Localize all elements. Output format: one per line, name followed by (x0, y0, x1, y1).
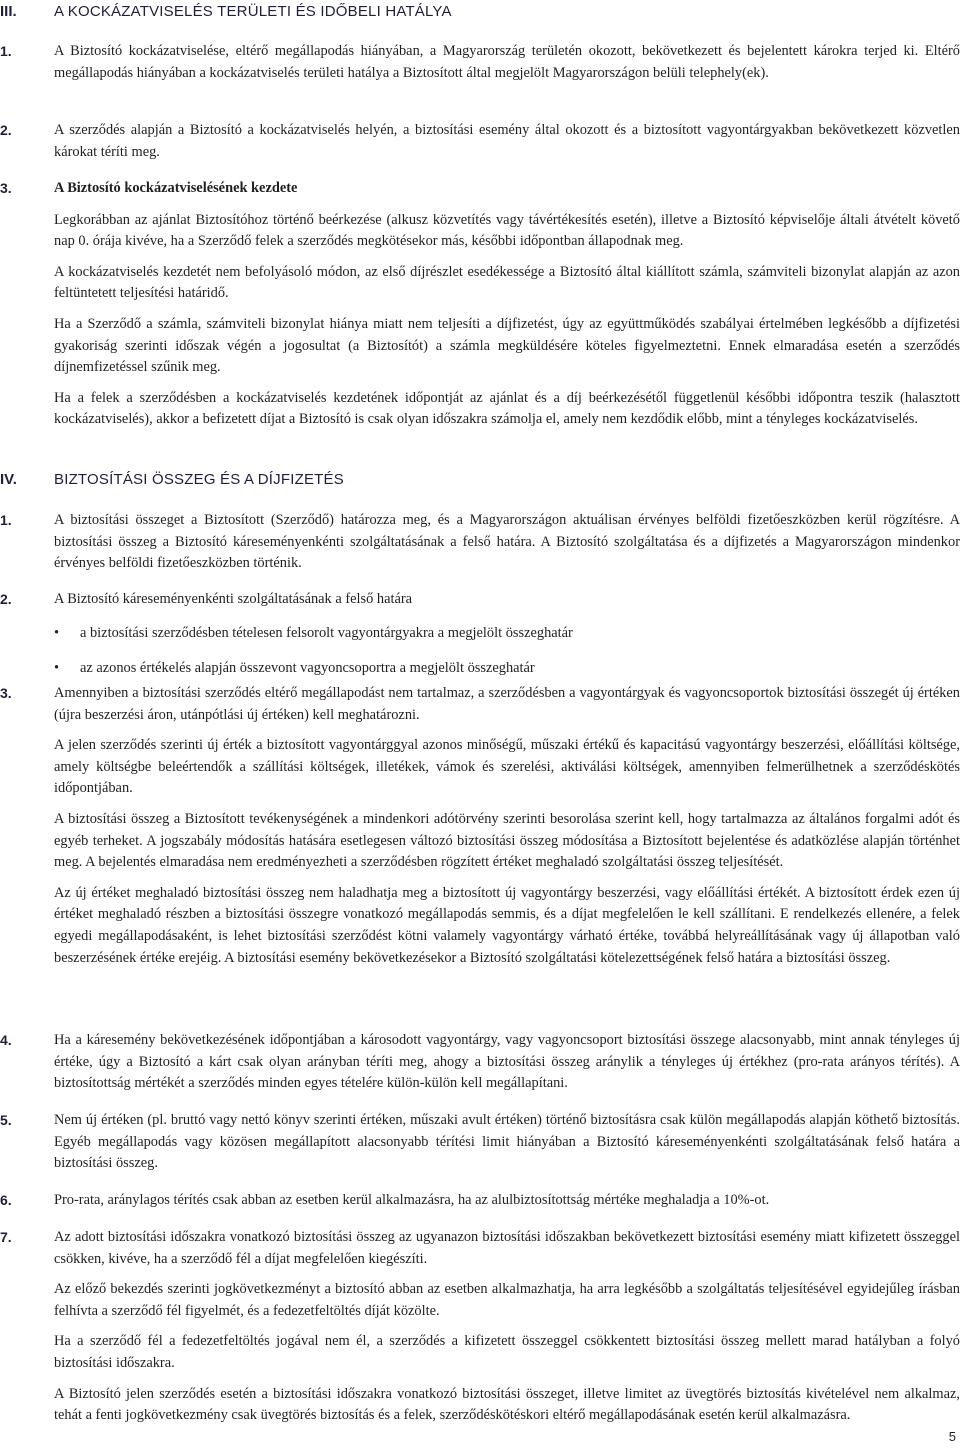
clause (0, 1190, 960, 1212)
clause-paragraph: A biztosítási összeg a Biztosított tevékenységének a mindenkori adótörvény szerinti besorolása szerint kell, hogy tartalmazza az általános forgalmi adót és egyéb terheket. A jogszabály módosítás hatására esetlegesen változó biztosítási összeg módosítása a Biztosított bejelentése és adatközlése alapján történhet meg. A bejelentés elmaradása nem eredményezheti a szerződésben rögzített értéket meghaladó szolgáltatási összeg teljesítését. (54, 810, 960, 871)
list-item (54, 623, 960, 645)
clause-number: 2. (0, 591, 12, 607)
clause-paragraph: A Biztosító kockázatviselése, eltérő megállapodás hiányában, a Magyarország területén okozott, bekövetkezett és bejelentett károkra terjed ki. Eltérő megállapodás hiányában a kockázatviselés területi hatálya a Biztosított által megjelölt Magyarországon belüli telephely(ek). (54, 43, 960, 81)
clause (0, 178, 960, 431)
list-item (54, 658, 960, 680)
section-heading (0, 2, 960, 24)
clause-paragraph: Nem új értéken (pl. bruttó vagy nettó könyv szerinti értéken, műszaki avult értéken) történő biztosításra csak külön megállapodás alapján köthető biztosítás. Egyéb megállapodás vagy közösen megállapított alacsonyabb térítési limit hiányában a Biztosító káreseményenkénti szolgáltatásának felső határa a biztosítási összeg. (54, 1112, 960, 1172)
clause-paragraph: Ha a Szerződő a számla, számviteli bizonylat hiánya miatt nem teljesíti a díjfizetést, úgy az együttműködés szabályai értelmében legkésőbb a díjfizetési gyakoriság szerinti időszak végén a jogosultat (a Biztosítót) a számla megküldésére köteles figyelmeztetni. Ennek elmaradása esetén a szerződés díjnemfizetéssel szűnik meg. (54, 315, 960, 376)
clause-paragraph: A Biztosító jelen szerződés esetén a biztosítási időszakra vonatkozó biztosítási összeget, illetve limitet az üvegtörés biztosítás kivételével nem alkalmaz, tehát a fenti jogkövetkezmény csak üvegtörés biztosítás és a felek, szerződéskötéskori eltérő megállapodásának esetén kerül alkalmazásra. (54, 1385, 960, 1424)
clause-number: 2. (0, 122, 12, 138)
clause-paragraph: Ha a szerződő fél a fedezetfeltöltés jogával nem él, a szerződés a kifizetett összeggel csökkentett biztosítási összeg mellett marad hatályban a folyó biztosítási időszakra. (54, 1333, 960, 1371)
clause-number: 4. (0, 1032, 12, 1048)
clause-paragraph: Ha a káresemény bekövetkezésének időpontjában a károsodott vagyontárgy, vagy vagyoncsoport biztosítási összege alacsonyabb, mint annak tényleges új értéke, úgy a Biztosító a kárt csak olyan arányban téríti meg, ahogy a biztosítási összeg aránylik a tényleges új értékhez (pro-rata arányos térítés). A biztosítottság mértékét a szerződés minden egyes tételére külön-külön kell megállapítani. (54, 1032, 960, 1092)
clause-paragraph: Az adott biztosítási időszakra vonatkozó biztosítási összeg az ugyanazon biztosítási időszakban bekövetkezett biztosítási esemény miatt kifizetett összeggel csökken, kivéve, ha a szerződő fél a díjat megfelelően kiegészíti. (54, 1229, 960, 1267)
clause (0, 1110, 960, 1175)
bullet-list (54, 623, 960, 680)
clause-paragraph: A kockázatviselés kezdetét nem befolyásoló módon, az első díjrészlet esedékessége a Biztosító által kiállított számla, számviteli bizonylat alapján az azon feltüntetett teljesítési határidő. (54, 263, 960, 302)
clause-heading: A Biztosító kockázatviselésének kezdete (54, 180, 298, 196)
section-heading (0, 470, 960, 492)
clause (0, 589, 960, 680)
clause-paragraph: A jelen szerződés szerinti új érték a biztosított vagyontárggyal azonos minőségű, műszaki értékű és kapacitású vagyontárgy beszerzési, előállítási költsége, amely költségbe beleértendők a szállítási költségek, illetékek, vámok és szerelési, aktiválási költségek, amennyiben felmerülhetnek a szerződéskötés időpontjában. (54, 737, 960, 797)
section-title: A KOCKÁZATVISELÉS TERÜLETI ÉS IDŐBELI HATÁLYA (54, 3, 452, 20)
clause (0, 120, 960, 163)
clause-number: 3. (0, 180, 12, 196)
list-item-text: a biztosítási szerződésben tételesen felsorolt vagyontárgyakra a megjelölt összeghatár (80, 624, 573, 641)
clause-paragraph: A biztosítási összeget a Biztosított (Szerződő) határozza meg, és a Magyarországon aktuálisan érvényes belföldi fizetőeszközben kerül rögzítésre. A biztosítási összeg a Biztosító káreseményenkénti szolgáltatásának a felső határa. A Biztosító szolgáltatása és a díjfizetés a Magyarországon mindenkor érvényes belföldi fizetőeszközben történik. (54, 512, 960, 572)
clause-number: 3. (0, 685, 12, 701)
clause (0, 41, 960, 84)
section-title: BIZTOSÍTÁSI ÖSSZEG ÉS A DÍJFIZETÉS (54, 471, 344, 488)
clause-paragraph: A szerződés alapján a Biztosító a kockázatviselés helyén, a biztosítási esemény által okozott és a biztosított vagyontárgyakban bekövetkezett közvetlen károkat téríti meg. (54, 122, 960, 160)
clause (0, 683, 960, 969)
clause (0, 510, 960, 575)
list-item-text: az azonos értékelés alapján összevont vagyoncsoportra a megjelölt összeghatár (80, 660, 535, 677)
clause-paragraph: Amennyiben a biztosítási szerződés eltérő megállapodást nem tartalmaz, a szerződésben a vagyontárgyak és vagyoncsoportok biztosítási összegét új értéken (újra beszerzési áron, utánpótlási új értéken) kell meghatározni. (54, 685, 960, 723)
clause (0, 1030, 960, 1095)
clause (0, 1227, 960, 1427)
clause-number: 1. (0, 512, 12, 528)
bullet-mark: • (54, 624, 60, 641)
clause-paragraph: Az új értéket meghaladó biztosítási összeg nem haladhatja meg a biztosított új vagyontárgy beszerzési, vagy előállítási értékét. A biztosított érdek ezen új értéket meghaladó részben a biztosítási összegre vonatkozó megállapodás semmis, és a díjat megfelelően le kell szállítani. E rendelkezés ellenére, a felek egyedi megállapodásaként, is lehet biztosítási szerződést kötni valamely vagyontárgy várható értéke, továbbá helyreállításának vagy új állapotban való beszerzésének értéke erejéig. A biztosítási esemény bekövetkezésekor a Biztosító szolgáltatási kötelezettségének felső határa a biztosítási összeg. (54, 884, 960, 966)
clause-paragraph: Legkorábban az ajánlat Biztosítóhoz történő beérkezése (alkusz közvetítés vagy távértékesítés esetén), illetve a Biztosító képviselője általi átvételt követő nap 0. órája kivéve, ha a Szerződő felek a szerződés megkötésekor más, későbbi időpontban állapodnak meg. (54, 211, 960, 250)
section-number: III. (0, 3, 17, 20)
clause-number: 6. (0, 1192, 12, 1208)
clause-number: 7. (0, 1229, 12, 1245)
clause-paragraph: Ha a felek a szerződésben a kockázatviselés kezdetének időpontját az ajánlat és a díj beérkezésétől függetlenül későbbi időpontra teszik (halasztott kockázatviselés), akkor a befizetett díjat a Biztosító is csak olyan időszakra számolja el, amely nem kezdődik előbb, mint a tényleges kockázatviselés. (54, 389, 960, 428)
clause-number: 5. (0, 1112, 12, 1128)
bullet-mark: • (54, 660, 60, 677)
page-number: 5 (948, 1429, 956, 1444)
section-number: IV. (0, 471, 17, 488)
clause-paragraph: A Biztosító káreseményenkénti szolgáltatásának a felső határa (54, 591, 413, 607)
clause-paragraph: Az előző bekezdés szerinti jogkövetkezményt a biztosító abban az esetben alkalmazhatja, ha arra legkésőbb a szolgáltatás teljesítésével egyidejűleg írásban felhívta a szerződő fél figyelmét, és a fedezetfeltöltés díját közölte. (54, 1281, 960, 1319)
clause-number: 1. (0, 43, 12, 59)
clause-paragraph: Pro-rata, aránylagos térítés csak abban az esetben kerül alkalmazásra, ha az alulbiztosítottság mértéke meghaladja a 10%-ot. (54, 1192, 770, 1208)
